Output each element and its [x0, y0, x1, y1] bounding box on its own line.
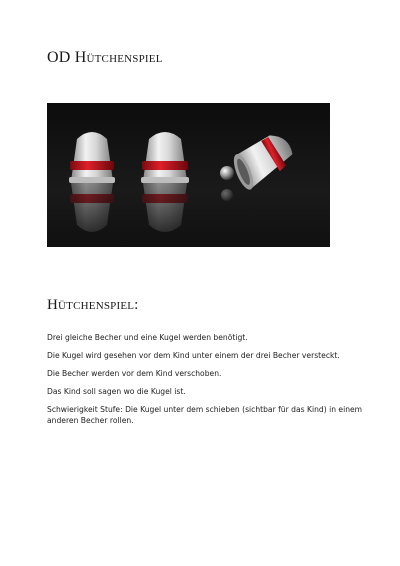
- section-heading: Hütchenspiel:: [47, 297, 139, 313]
- paragraph-1: Drei gleiche Becher und eine Kugel werden benötigt.: [47, 333, 248, 342]
- ball: [220, 166, 234, 180]
- page-title: OD Hütchenspiel: [47, 49, 163, 66]
- paragraph-2: Die Kugel wird gesehen vor dem Kind unter einem der drei Becher versteckt.: [47, 351, 340, 360]
- paragraph-3: Die Becher werden vor dem Kind verschoben.: [47, 369, 222, 378]
- paragraph-5: Schwierigkeit Stufe: Die Kugel unter dem schieben (sichtbar für das Kind) in einem anderen Becher rollen.: [47, 405, 363, 425]
- body-text: [47, 332, 367, 426]
- three-thimbles-with-ball-photo: [47, 103, 330, 247]
- paragraph-4: Das Kind soll sagen wo die Kugel ist.: [47, 387, 186, 396]
